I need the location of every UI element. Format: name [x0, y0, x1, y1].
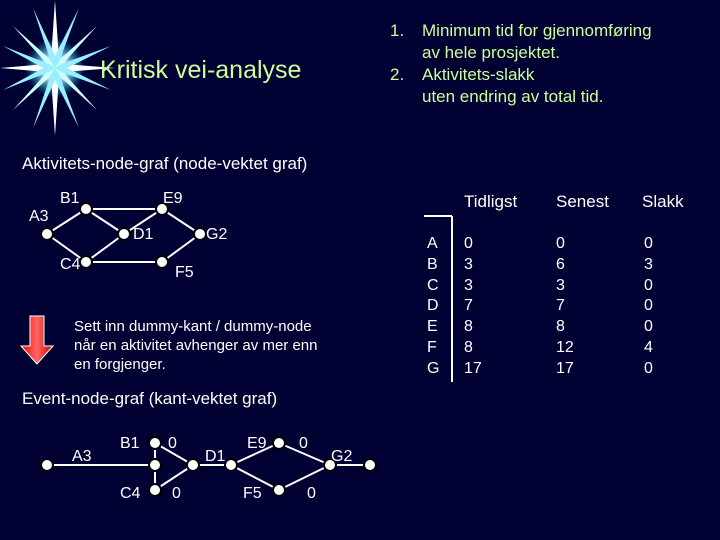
goal-number: 2.	[390, 65, 405, 84]
latest-cell: 12	[556, 338, 574, 356]
aoa-edge-f5-dummy	[279, 465, 330, 490]
dummy-note	[74, 317, 317, 374]
slack-cell: 0	[644, 235, 653, 252]
goal-line: Minimum tid for gjennomføring	[422, 21, 652, 40]
activity-cell: A	[427, 235, 438, 252]
aon-label-a3: A3	[29, 208, 49, 225]
earliest-cell: 8	[464, 318, 473, 336]
aon-label-c4: C4	[60, 256, 81, 273]
note-line: en forgjenger.	[74, 356, 166, 373]
aoa-node-5	[225, 459, 237, 471]
aon-node-a3	[41, 228, 53, 240]
aoa-node-2	[149, 437, 161, 449]
aon-edge-f5-g2	[162, 234, 200, 262]
goal-item	[390, 64, 652, 108]
column-latest	[556, 234, 574, 380]
aon-node-g2	[194, 228, 206, 240]
latest-cell: 17	[556, 359, 574, 377]
latest-cell: 3	[556, 276, 565, 294]
aoa-label-g2: G2	[331, 448, 353, 465]
latest-cell: 7	[556, 297, 565, 315]
aoa-label-a3: A3	[72, 448, 92, 465]
slack-cell: 3	[644, 255, 653, 273]
earliest-cell: 0	[464, 235, 473, 252]
header-slack: Slakk	[642, 192, 684, 211]
aoa-label-d1: D1	[205, 448, 226, 465]
aoa-node-3	[149, 484, 161, 496]
earliest-cell: 3	[464, 255, 473, 273]
slack-cell: 4	[644, 338, 653, 356]
column-earliest	[464, 234, 482, 380]
aoa-label-c4: C4	[120, 485, 141, 502]
goals-list	[390, 20, 652, 108]
aoa-node-1	[149, 459, 161, 471]
note-line: når en aktivitet avhenger av mer enn	[74, 337, 318, 354]
goal-line: Aktivitets-slakk	[422, 65, 535, 84]
header-earliest: Tidligst	[464, 192, 518, 211]
note-line: Sett inn dummy-kant / dummy-node	[74, 318, 312, 335]
header-latest: Senest	[556, 192, 609, 211]
goal-item	[390, 20, 652, 64]
aoa-node-start	[41, 459, 53, 471]
earliest-cell: 8	[464, 338, 473, 356]
slack-cell: 0	[644, 276, 653, 294]
aoa-label-e9: E9	[247, 435, 267, 452]
slack-cell: 0	[644, 318, 653, 336]
aon-label-e9: E9	[163, 190, 183, 207]
aon-label-b1: B1	[60, 190, 80, 207]
aoa-label-e9-dummy: 0	[299, 435, 308, 452]
earliest-cell: 7	[464, 297, 473, 315]
aoa-label-f5: F5	[243, 485, 262, 502]
goal-number: 1.	[390, 21, 405, 40]
goal-line: uten endring av total tid.	[422, 87, 604, 106]
aoa-node-7	[273, 484, 285, 496]
column-activity	[427, 234, 439, 380]
earliest-cell: 3	[464, 276, 473, 294]
aoa-heading: Event-node-graf (kant-vektet graf)	[22, 389, 278, 408]
latest-cell: 0	[556, 235, 565, 252]
earliest-cell: 17	[464, 359, 482, 377]
aon-node-c4	[80, 256, 92, 268]
aoa-label-f5-dummy: 0	[307, 485, 316, 502]
latest-cell: 6	[556, 255, 565, 273]
slack-cell: 0	[644, 297, 653, 315]
activity-cell: F	[427, 338, 437, 356]
aoa-nodes	[41, 437, 376, 496]
aon-node-b1	[80, 203, 92, 215]
activity-cell: B	[427, 255, 438, 273]
slack-cell: 0	[644, 359, 653, 377]
aon-label-g2: G2	[206, 226, 228, 243]
column-slack	[644, 234, 653, 380]
aoa-label-c4-dummy: 0	[172, 485, 181, 502]
latest-cell: 8	[556, 318, 565, 336]
starburst-icon	[0, 0, 115, 136]
activity-cell: C	[427, 276, 439, 294]
aoa-label-b1: B1	[120, 435, 140, 452]
aoa-node-4	[187, 459, 199, 471]
slide-title: Kritisk vei-analyse	[100, 56, 302, 84]
aon-node-d1	[118, 228, 130, 240]
activity-cell: D	[427, 297, 439, 315]
aoa-node-6	[273, 437, 285, 449]
down-arrow-icon	[21, 316, 53, 364]
aon-edge-c4-d1	[86, 234, 124, 262]
aoa-node-end	[364, 459, 376, 471]
activity-cell: G	[427, 359, 440, 377]
aon-label-f5: F5	[175, 264, 194, 281]
aon-heading: Aktivitets-node-graf (node-vektet graf)	[22, 154, 308, 173]
aon-label-d1: D1	[133, 226, 154, 243]
activity-cell: E	[427, 318, 438, 336]
aoa-label-b1-dummy: 0	[168, 435, 177, 452]
goal-line: av hele prosjektet.	[422, 43, 560, 62]
aon-node-f5	[156, 256, 168, 268]
